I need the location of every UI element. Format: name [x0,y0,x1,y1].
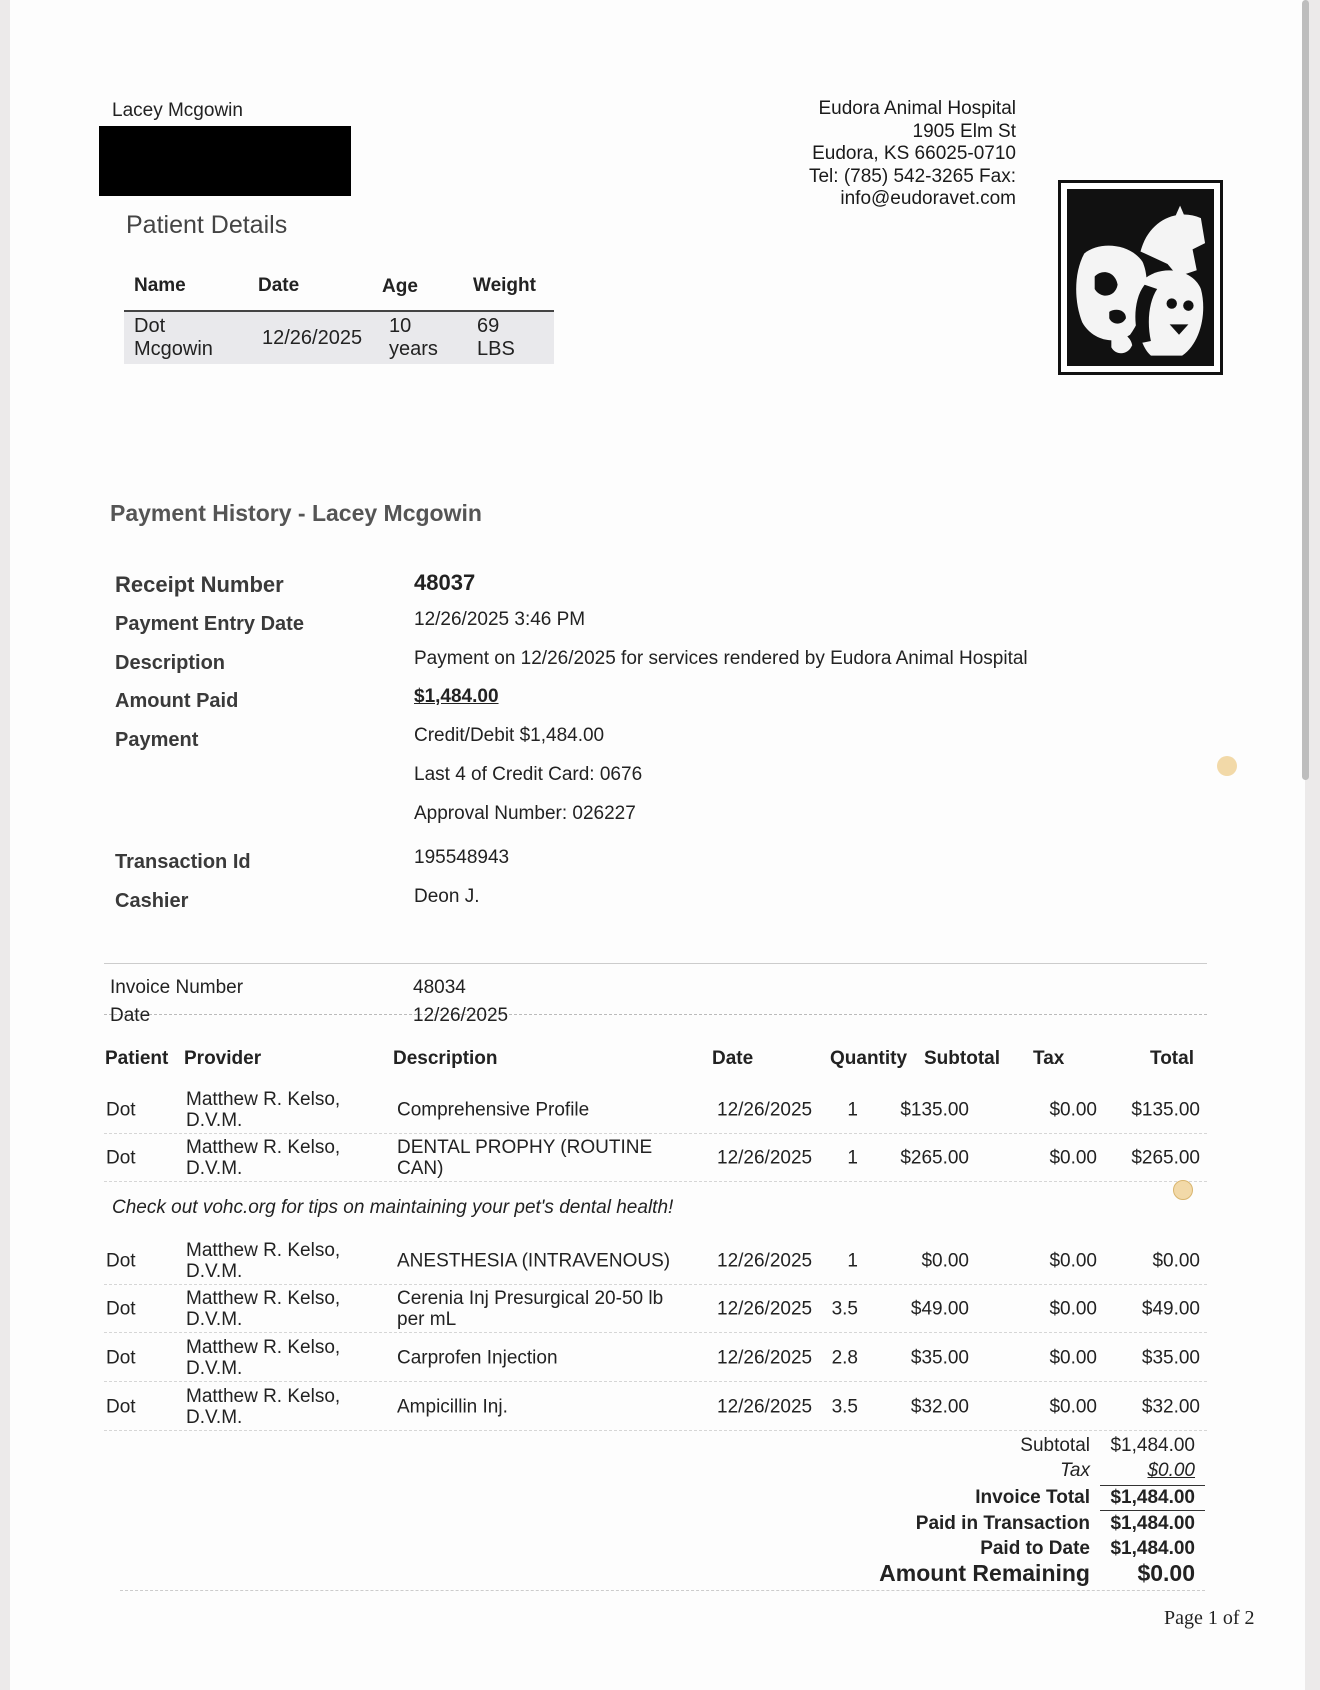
patient-age-value: 10 [389,315,412,337]
total-underline [1100,1510,1205,1511]
payment-history-title: Payment History - Lacey Mcgowin [110,500,482,526]
transaction-id-value: 195548943 [414,847,510,868]
tax-label: Tax [1060,1460,1090,1481]
col-date: Date [712,1048,754,1069]
row-subtotal: $32.00 [910,1396,969,1417]
table-row [104,1334,1207,1382]
table-row [104,1086,1207,1134]
patient-first-name: Dot [134,315,166,337]
payment-entry-date-label: Payment Entry Date [115,613,304,635]
row-date: 12/26/2025 [717,1347,813,1368]
col-description: Description [393,1048,498,1069]
table-row [104,1237,1207,1285]
scan-spot [1217,756,1237,776]
row-description: Carprofen Injection [397,1347,558,1368]
row-provider: Matthew R. Kelso, D.V.M. [186,1136,341,1179]
row-description: Cerenia Inj Presurgical 20-50 lb per mL [397,1287,664,1330]
col-subtotal: Subtotal [924,1048,1000,1069]
row-description: ANESTHESIA (INTRAVENOUS) [397,1250,671,1271]
row-total: $135.00 [1131,1099,1200,1120]
receipt-number-value: 48037 [414,570,476,595]
col-provider: Provider [184,1048,262,1069]
description-label: Description [115,652,226,674]
amount-remaining-label: Amount Remaining [879,1560,1090,1586]
row-total: $0.00 [1152,1250,1200,1271]
row-quantity: 1 [847,1099,858,1120]
paid-in-transaction-label: Paid in Transaction [915,1513,1090,1534]
invoice-date-value: 12/26/2025 [413,1005,509,1026]
paid-to-date-label: Paid to Date [980,1538,1090,1559]
table-row [104,1383,1207,1431]
col-date: Date [258,275,300,296]
tax-value: $0.00 [1147,1460,1195,1481]
hospital-email: info@eudoravet.com [840,188,1016,209]
amount-paid-value: $1,484.00 [414,686,499,707]
row-tax: $0.00 [1049,1147,1097,1168]
row-quantity: 3.5 [831,1298,858,1319]
row-provider: Matthew R. Kelso, D.V.M. [186,1287,341,1330]
row-subtotal: $49.00 [910,1298,969,1319]
paid-in-transaction-value: $1,484.00 [1110,1513,1195,1534]
row-tax: $0.00 [1049,1099,1097,1120]
row-tax: $0.00 [1049,1396,1097,1417]
invoice-date-label: Date [110,1005,151,1026]
amount-paid-label: Amount Paid [115,690,239,712]
row-date: 12/26/2025 [717,1250,813,1271]
redacted-address-block [99,126,351,196]
invoice-total-value: $1,484.00 [1110,1487,1195,1508]
approval-number-value: Approval Number: 026227 [414,803,636,824]
col-quantity: Quantity [830,1048,908,1069]
invoice-number-label: Invoice Number [110,977,244,998]
patient-details-header [124,272,554,312]
row-description: Comprehensive Profile [397,1099,590,1120]
paid-to-date-value: $1,484.00 [1110,1538,1195,1559]
row-quantity: 2.8 [831,1347,858,1368]
row-tax: $0.00 [1049,1298,1097,1319]
dental-health-note: Check out vohc.org for tips on maintaining your pet's dental health! [112,1197,674,1218]
payment-method-value: Credit/Debit $1,484.00 [414,725,605,746]
hospital-phone: Tel: (785) 542-3265 Fax: [808,165,1016,187]
patient-details-row [124,312,554,364]
subtotal-value: $1,484.00 [1110,1435,1195,1456]
row-patient: Dot [106,1298,136,1319]
row-total: $32.00 [1141,1396,1200,1417]
row-date: 12/26/2025 [717,1099,813,1120]
invoice-total-label: Invoice Total [975,1487,1090,1508]
col-weight: Weight [473,275,536,296]
row-patient: Dot [106,1396,136,1417]
vertical-scrollbar[interactable] [1302,0,1309,780]
col-name: Name [134,275,186,296]
payment-label: Payment [115,729,199,751]
row-date: 12/26/2025 [717,1147,813,1168]
row-tax: $0.00 [1049,1347,1097,1368]
row-patient: Dot [106,1250,136,1271]
row-provider: Matthew R. Kelso, D.V.M. [186,1088,341,1131]
row-subtotal: $135.00 [900,1099,969,1120]
bottom-divider [120,1590,1205,1591]
row-tax: $0.00 [1049,1250,1097,1271]
col-tax: Tax [1033,1048,1065,1069]
row-subtotal: $0.00 [921,1250,969,1271]
transaction-id-label: Transaction Id [115,851,251,873]
patient-last-name: Mcgowin [134,338,213,360]
row-provider: Matthew R. Kelso, D.V.M. [186,1385,341,1428]
table-row [104,1285,1207,1333]
row-date: 12/26/2025 [717,1298,813,1319]
col-patient: Patient [105,1048,169,1069]
col-total: Total [1150,1048,1194,1069]
hospital-street: 1905 Elm St [912,120,1016,142]
row-description: DENTAL PROPHY (ROUTINE CAN) [397,1136,653,1179]
row-provider: Matthew R. Kelso, D.V.M. [186,1239,341,1282]
invoice-info-box [104,963,1207,1015]
patient-age-unit: years [389,338,438,360]
hospital-address [700,98,1016,211]
payment-entry-date-value: 12/26/2025 3:46 PM [414,609,586,630]
cashier-label: Cashier [115,890,189,912]
row-patient: Dot [106,1347,136,1368]
hospital-city: Eudora, KS 66025-0710 [812,143,1016,164]
page-number: Page 1 of 2 [1164,1607,1255,1629]
row-quantity: 1 [847,1147,858,1168]
row-provider: Matthew R. Kelso, D.V.M. [186,1336,341,1379]
row-total: $35.00 [1141,1347,1200,1368]
table-row [104,1134,1207,1182]
row-total: $49.00 [1141,1298,1200,1319]
patient-weight-value: 69 [477,315,500,337]
row-patient: Dot [106,1147,136,1168]
row-subtotal: $265.00 [900,1147,969,1168]
scan-spot [1173,1180,1193,1200]
hospital-logo [1058,180,1223,375]
invoice-number-value: 48034 [413,977,466,998]
row-date: 12/26/2025 [717,1396,813,1417]
row-patient: Dot [106,1099,136,1120]
row-quantity: 3.5 [831,1396,858,1417]
patient-weight-unit: LBS [477,338,515,360]
receipt-number-label: Receipt Number [115,572,284,597]
row-quantity: 1 [847,1250,858,1271]
card-last4-value: Last 4 of Credit Card: 0676 [414,764,643,785]
patient-details-title: Patient Details [126,211,288,239]
col-age: Age [382,276,418,297]
cashier-value: Deon J. [414,886,480,907]
amount-remaining-value: $0.00 [1137,1560,1195,1586]
animal-logo-icon [1067,189,1214,366]
total-divider [1100,1485,1205,1486]
row-description: Ampicillin Inj. [397,1396,508,1417]
row-subtotal: $35.00 [910,1347,969,1368]
row-total: $265.00 [1131,1147,1200,1168]
description-value: Payment on 12/26/2025 for services rendered by Eudora Animal Hospital [414,648,1028,669]
patient-date: 12/26/2025 [262,327,363,349]
client-name: Lacey Mcgowin [112,100,243,121]
hospital-name: Eudora Animal Hospital [818,98,1016,119]
patient-details-table [124,272,554,364]
subtotal-label: Subtotal [1020,1435,1090,1456]
